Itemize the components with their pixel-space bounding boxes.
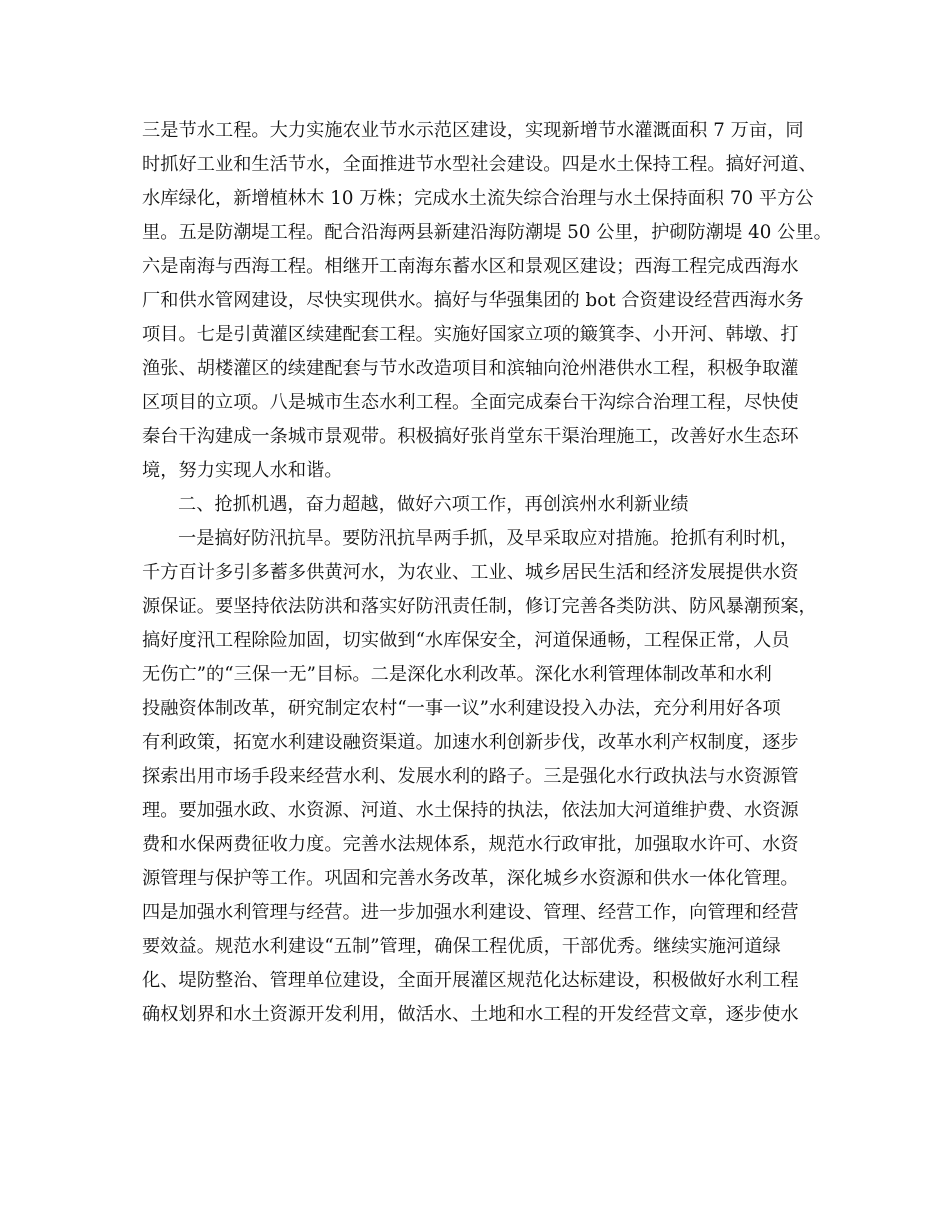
text-line: 里。五是防潮堤工程。配合沿海两县新建沿海防潮堤 50 公里，护砌防潮堤 40 公里。 bbox=[142, 222, 832, 243]
text-line: 项目。七是引黄灌区续建配套工程。实施好国家立项的簸箕李、小开河、韩墩、打 bbox=[142, 324, 799, 345]
text-line: 千方百计多引多蓄多供黄河水，为农业、工业、城乡居民生活和经济发展提供水资 bbox=[142, 562, 799, 583]
text-line: 无伤亡”的“三保一无”目标。二是深化水利改革。深化水利管理体制改革和水利 bbox=[142, 664, 772, 685]
text-line: 三是节水工程。大力实施农业节水示范区建设，实现新增节水灌溉面积 7 万亩，同 bbox=[142, 120, 804, 141]
text-line: 要效益。规范水利建设“五制”管理，确保工程优质，干部优秀。继续实施河道绿 bbox=[142, 936, 781, 957]
document-body bbox=[142, 114, 832, 1032]
text-line: 厂和供水管网建设，尽快实现供水。搞好与华强集团的 bot 合资建设经营西海水务 bbox=[142, 290, 804, 311]
text-line: 源保证。要坚持依法防洪和落实好防汛责任制，修订完善各类防洪、防风暴潮预案， bbox=[142, 596, 817, 617]
text-line: 理。要加强水政、水资源、河道、水土保持的执法，依法加大河道维护费、水资源 bbox=[142, 800, 799, 821]
text-line: 区项目的立项。八是城市生态水利工程。全面完成秦台干沟综合治理工程，尽快使 bbox=[142, 392, 799, 413]
text-line: 搞好度汛工程除险加固，切实做到“水库保安全，河道保通畅，工程保正常，人员 bbox=[142, 630, 790, 651]
text-line: 六是南海与西海工程。相继开工南海东蓄水区和景观区建设；西海工程完成西海水 bbox=[142, 256, 799, 277]
text-line: 时抓好工业和生活节水，全面推进节水型社会建设。四是水土保持工程。搞好河道、 bbox=[142, 154, 817, 175]
text-line: 境，努力实现人水和谐。 bbox=[142, 460, 343, 481]
text-line: 确权划界和水土资源开发利用，做活水、土地和水工程的开发经营文章，逐步使水 bbox=[142, 1004, 799, 1025]
text-line: 化、堤防整治、管理单位建设，全面开展灌区规范化达标建设，积极做好水利工程 bbox=[142, 970, 799, 991]
paragraph-start-line: 一是搞好防汛抗旱。要防汛抗旱两手抓，及早采取应对措施。抢抓有利时机， bbox=[178, 528, 799, 549]
text-line: 水库绿化，新增植林木 10 万株；完成水土流失综合治理与水土保持面积 70 平方公 bbox=[142, 188, 814, 209]
text-line: 探索出用市场手段来经营水利、发展水利的路子。三是强化水行政执法与水资源管 bbox=[142, 766, 799, 787]
text-line: 四是加强水利管理与经营。进一步加强水利建设、管理、经营工作，向管理和经营 bbox=[142, 902, 799, 923]
text-line: 秦台干沟建成一条城市景观带。积极搞好张肖堂东干渠治理施工，改善好水生态环 bbox=[142, 426, 799, 447]
text-line: 投融资体制改革，研究制定农村“一事一议”水利建设投入办法，充分利用好各项 bbox=[142, 698, 781, 719]
text-line: 有利政策，拓宽水利建设融资渠道。加速水利创新步伐，改革水利产权制度，逐步 bbox=[142, 732, 799, 753]
text-line: 费和水保两费征收力度。完善水法规体系，规范水行政审批，加强取水许可、水资 bbox=[142, 834, 799, 855]
text-line: 源管理与保护等工作。巩固和完善水务改革，深化城乡水资源和供水一体化管理。 bbox=[142, 868, 799, 889]
section-heading: 二、抢抓机遇，奋力超越，做好六项工作，再创滨州水利新业绩 bbox=[178, 494, 689, 515]
text-line: 渔张、胡楼灌区的续建配套与节水改造项目和滨轴向沧州港供水工程，积极争取灌 bbox=[142, 358, 799, 379]
